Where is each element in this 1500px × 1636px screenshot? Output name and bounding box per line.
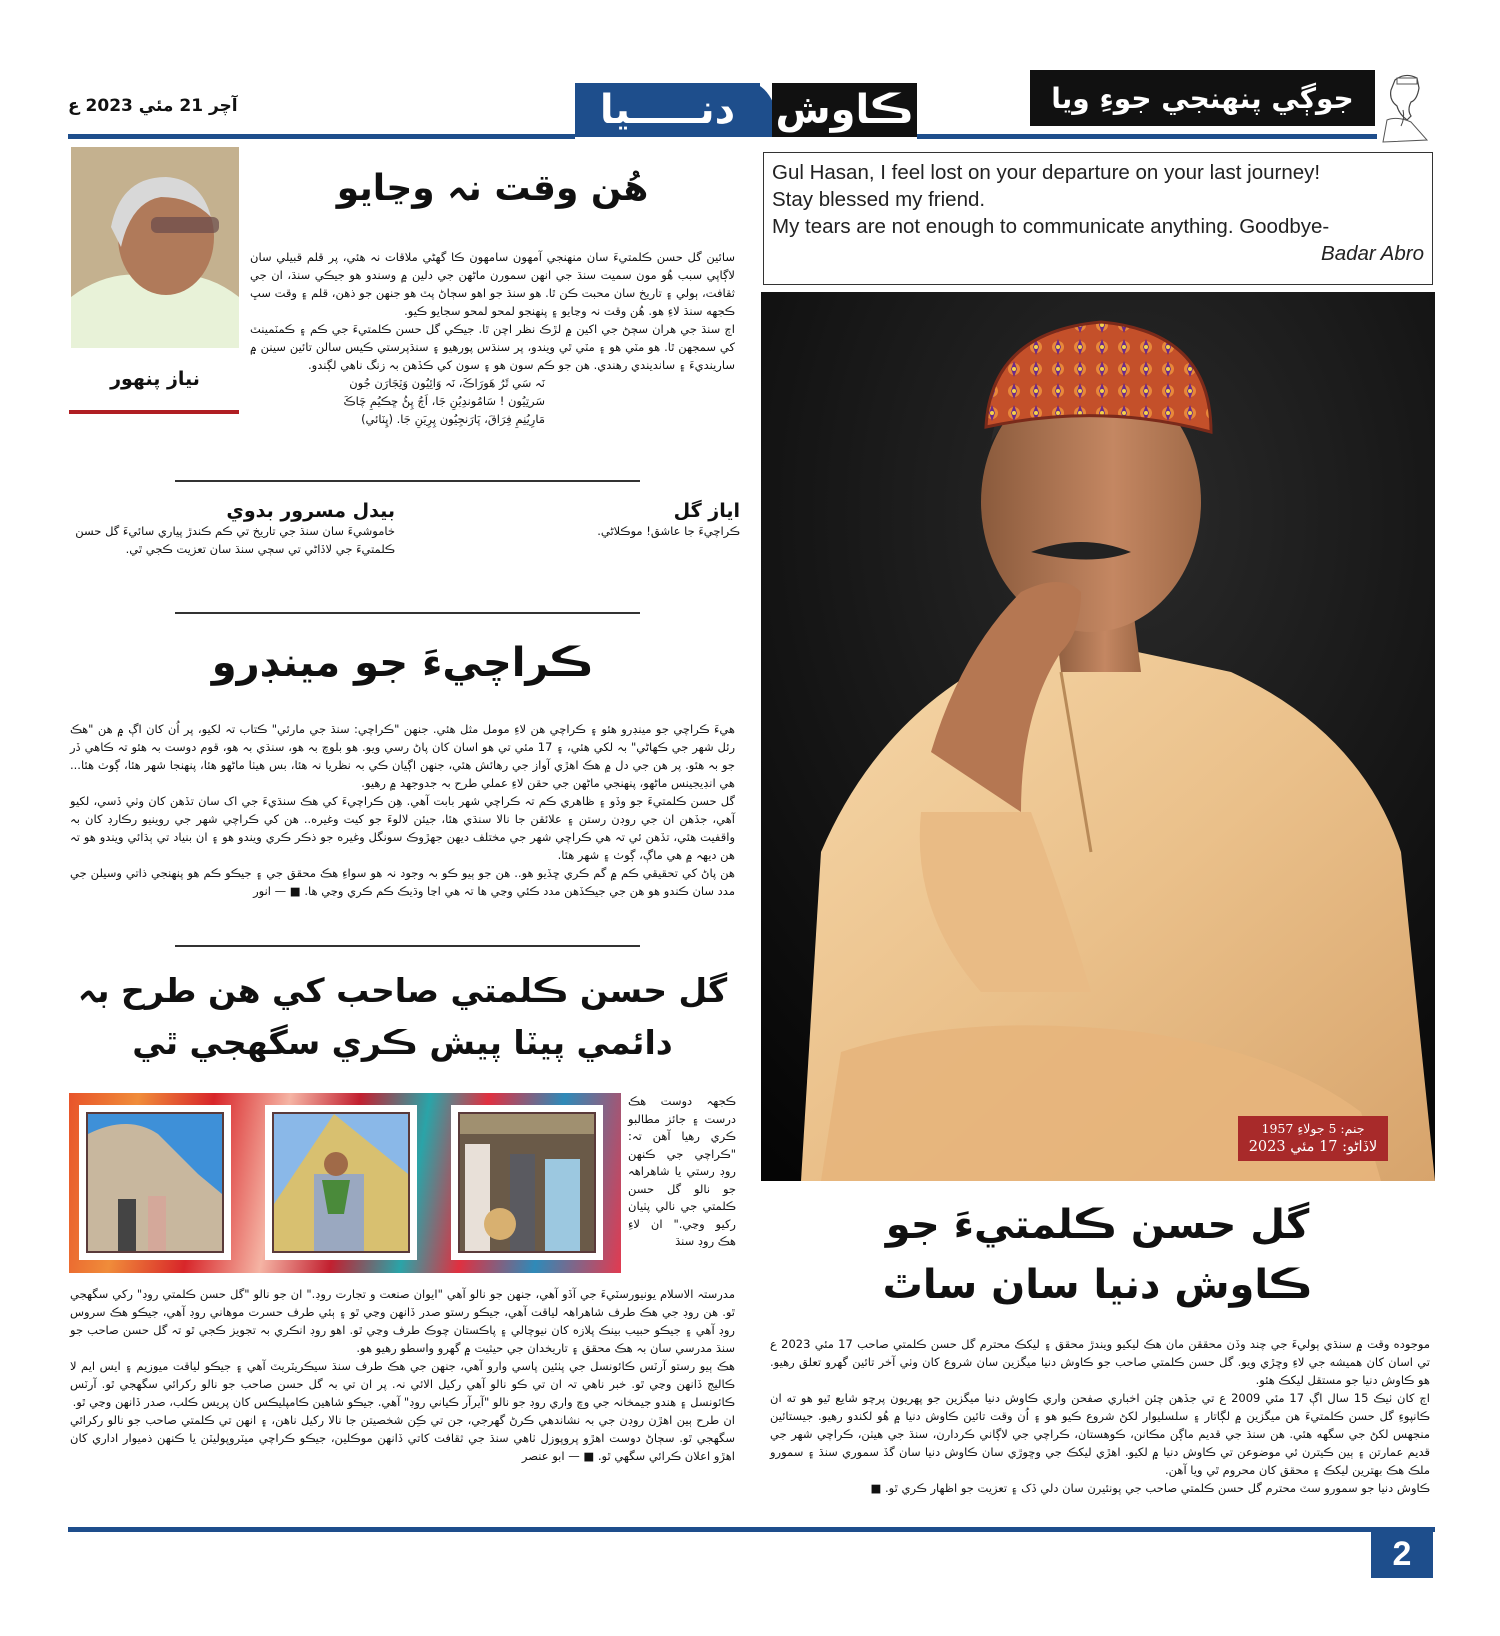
niaz-panhwar-photo: [71, 147, 239, 348]
niaz-headline: هُن وقت نہ وڃايو: [336, 168, 649, 209]
author-underline: [69, 410, 239, 414]
quote-line: My tears are not enough to communicate anything. Goodbye-: [772, 215, 1330, 238]
paragraph: ان طرح ٻين اهڙن روڊن جي بہ نشاندهي ڪرڻ گهرجي، جن تي ڪِن شخصيتن جا نالا رکيل ناهن، ۽ انهن تي ڪلمتي صاحب جو نالو رکرائي سگهجي ٿو. سڄاڻ دوست اهڙو پروپوزل ٺاهي سنڌ جي ثقافت کاتي ڏانهن موڪلين، جيڪو ڪراچي ميٽروپوليٽن يا ڪنهن ذميوار اداري کان اهڙو اعلان ڪرائي سگهي ٿو. ■ — ابو عنصر: [70, 1413, 735, 1463]
quote-line: Gul Hasan, I feel lost on your departure on your last journey!: [772, 161, 1321, 184]
main-headline-line: ڪاوش دنيا سان ساٿ: [882, 1262, 1313, 1308]
life-dates-badge: [1238, 1116, 1388, 1161]
section-title: جوڳي پنهنجي جوءِ ويا: [1030, 70, 1375, 126]
verse-line: سَرتِيُون ! سَامُوندِيُنِ جَا، اَڄُ پِڻُ ڇڪيُمِ چَاڪَ: [343, 394, 545, 408]
main-headline-line: گل حسن ڪلمتيءَ جو: [885, 1202, 1310, 1248]
quote-line: Stay blessed my friend.: [772, 188, 986, 211]
karachi-headline: ڪراچيءَ جو مينڊرو: [211, 640, 594, 686]
tribute-name: بيدل مسرور بدوي: [226, 500, 395, 522]
gallery-photo-3: [451, 1105, 603, 1260]
masthead-kawish: ڪاوش: [772, 83, 917, 137]
masthead-dunya: دنـــــيا: [575, 83, 760, 137]
main-headline: [770, 1195, 1425, 1315]
paragraph: ڪاوش دنيا جو سمورو سٽ محترم گل حسن ڪلمتي صاحب جي پونئيرن سان دلي ڏک ۽ تعزيت جو اظهار ڪري ٿو. ■: [870, 1481, 1430, 1495]
tribute-name: اياز گل: [673, 500, 740, 522]
paragraph: هڪ ٻيو رستو آرٽس ڪائونسل جي پٺئين پاسي وارو آهي، جنهن جي هڪ طرف سنڌ سيڪريٽريٽ آهي ۽ جيڪو لياقت ميوزيم ۽ ايس ايم لا ڪاليج ڏانهن وڃي ٿو. خبر ناهي تہ ان تي ڪو نالو آهي رکيل الائي نہ. پر ان تي بہ گل حسن صاحب جو نالو رکرائي سگهجي ٿو. آرٽس ڪائونسل ۽ هندو جيمخانہ جي وچ واري روڊ جو نالو "آيرآر ڪياني روڊ" آهي. جيڪو شاهين ڪامپليڪس کان پريس ڪلب، صدر ڏانهن وڃي ٿو.: [70, 1359, 735, 1409]
gallery-photo-1: [79, 1105, 231, 1260]
divider: [175, 612, 640, 614]
paragraph: اڄ سنڌ جي هران سڄڻ جي اکين ۾ لڙڪ نظر اچن ٿا. جيڪي گل حسن ڪلمتيءَ جي ڪم ۽ ڪمٽمينٽ کي سمجهن ٿا. هو مٽي هو ۽ مٽي ٿي ويندو، پر سنڌس پورهيو ۽ سنڌپرستي ڪيس سالن تائين سينن ۾ سارينديءَ ۽ سانديندي رهندي. هن جو ڪم سون هو ۽ سون کي ڪڏهن بہ زنگ ناهي لڳندو.: [250, 322, 735, 372]
divider: [175, 945, 640, 947]
header-rule-right: [917, 134, 1377, 139]
page-number: 2: [1371, 1530, 1433, 1578]
main-article-body: [770, 1335, 1430, 1497]
paragraph: اڄ کان ٺيڪ 15 سال اڳ 17 مئي 2009 ع تي جڏهن چئن اخباري صفحن واري ڪاوش دنيا ميگزين جو پهريون پرچو شايع ٿيو هو ته ان ڪانپوءِ گل حسن ڪلمتيءَ هن ميگزين ۾ لڳاتار ۽ سلسليوار لکڻ شروع ڪيو هو ۽ اُن وقت تائين ڪاوش دنيا ۾ هُو لکندو رهيو. جيستائين منجهس لکڻ جي سگهه هئي. هن سنڌ جي قديم ماڳن مڪانن، ڪوهستان، ڪراچي جي لاڳاني ڪردارن، سنڌ جي هيٺن، ڪراچي شهر جي قديم عمارتن ۽ ٻين ڪيترن ئي موضوعن تي ڪاوش دنيا ۾ لکيو. اهڙي ليکڪ جي وڇوڙي سان ڪاوش دنيا سان گڏ سموري سنڌ ۽ سمورو ملڪ هڪ بهترين ليکڪ ۽ محقق کان محروم ٿي ويا آهن.: [770, 1391, 1431, 1477]
roads-headline-line: دائمي پيٽا پيش ڪري سگهجي ٿي: [132, 1023, 673, 1062]
roads-headline-line: گل حسن ڪلمتي صاحب کي هن طرح بہ: [77, 971, 728, 1010]
paragraph: سائين گل حسن ڪلمتيءَ سان منهنجي آمهون سامهون ڪا گهڻي ملاقات نہ هئي، پر قلم قبيلي سان لاڳاپي سبب هُو مون سميت سنڌ جي انهن سمورن ماڻهن جي دلين ۾ وسندو هو جيڪي سنڌ، ان جي ثقافت، ٻولي ۽ تاريخ سان محبت ڪن ٿا. هو سنڌ جو اهو سڄاڻ پٽ هو جنهن جو ذهن، قلم ۽ وقت سڀ ڪجهه سنڌ لاءِ هو. هُن وقت نہ وڃايو ۽ پنهنجو لمحو لمحو سجايو ڪيو.: [250, 250, 735, 318]
paragraph: موجوده وقت ۾ سنڌي ٻوليءَ جي چند وڏن محققن مان هڪ ليکيو ويندڙ محقق ۽ ليکڪ محترم گل حسن ڪلمتي صاحب 17 مئي 2023 ع تي اسان کان هميشه جي لاءِ وڇڙي ويو. گل حسن ڪلمتي صاحب جو ڪاوش دنيا ميگزين سان شروع کان وٺي آخر تائين گهرو تعلق رهيو. هو ڪاوش دنيا جو مستقل ليکڪ هئو.: [770, 1337, 1430, 1387]
footer-rule: [68, 1527, 1435, 1532]
niaz-article-body: [250, 248, 735, 428]
photo-gallery: [69, 1093, 621, 1273]
gul-hasan-portrait: [761, 292, 1435, 1181]
divider: [175, 480, 640, 482]
paragraph: گل حسن ڪلمتيءَ جو وڏو ۽ ظاهري ڪم تہ ڪراچي شهر بابت آهي. هِن ڪراچيءَ کي هڪ سنڌيءَ جي اک سان تڏهن کان وٺي ڏسي، لکيو آهي، جڏهن ان جي روڊن رستن ۽ علائقن جا نالا سنڌي هئا، جيئن لالوءَ جو کيت وغيره.. هن کي ڪراچي شهر جي روينيو رڪارڊ کان بہ واقفيت هئي، تڏهن ئي تہ هي ڪراچي شهر جي مختلف ديهن جهڙوڪ سونگل وغيره جو ذڪر ڪري ويندو هو ۽ ان بنياد تي ٻڌائي ويندو هو تہ هن ديهہ ۾ هي ماڳ، ڳوٺ ۽ شهر هئا.: [70, 794, 735, 862]
tribute-bedil-masroor: [65, 500, 395, 558]
verse-block: [250, 374, 735, 428]
english-quote-box: [763, 152, 1433, 285]
paragraph: مدرستہ الاسلام يونيورسٽيءَ جي آڏو آهي، جنهن جو نالو آهي "ايوان صنعت و تجارت روڊ." ان جو نالو "گل حسن ڪلمتي روڊ" رکي سگهجي ٿو. هن روڊ جي هڪ طرف شاهراهہ لياقت آهي، جيڪو رستو صدر ڏانهن وڃي ٿو ۽ ٻئي طرف حسرت موهاني روڊ آهي، جيڪو هڪ سروس روڊ آهي ۽ جيڪو حبيب بينڪ پلازه کان نيوچالي ۽ پاڪستان چوڪ طرف وڃي ٿو. اهو روڊ انڪري بہ تجويز ڪجي ٿو تہ گل حسن صاحب جو سنڌ مدرسي سان بہ هڪ محقق ۽ تاريخدان جي حيثيت ۾ گهرو واسطو رهيو هو.: [70, 1287, 735, 1355]
karachi-article-body: [70, 720, 735, 900]
tribute-text: خاموشيءَ سان سنڌ جي تاريخ تي ڪم ڪندڙ پياري سائيءَ گل حسن ڪلمتيءَ جي لاڏاڻي تي سڄي سنڌ سان تعزيت ڪجي ٿي.: [75, 524, 395, 556]
tribute-ayaz-gul: [560, 500, 740, 540]
gallery-photo-2: [265, 1105, 417, 1260]
issue-date: آچر 21 مئي 2023 ع: [68, 96, 238, 116]
quote-author: Badar Abro: [1321, 242, 1424, 265]
verse-line: مَارِيُنِمِ فِرَاقَ، پَارَنجِيُون پِرِيَنِ جَا. (ڀِٽائي): [361, 412, 545, 426]
paragraph: هن پاڻ کي تحقيقي ڪم ۾ گم ڪري ڇڏيو هو.. هن جو ٻيو ڪو بہ وجود نہ هو سواءِ هڪ محقق جي ۽ جيڪو ڪم هو پنهنجي ذاتي وسيلن جي مدد سان ڪندو هو هن جي جيڪڏهن مدد ڪئي وڃي ها تہ هي اڃا وڌيڪ ڪم ڪري وڃي ها. ■ — انور: [70, 866, 735, 898]
roads-side-text: ڪجهہ دوست هڪ درست ۽ جائز مطالبو ڪري رهيا آهن تہ: "ڪراچي جي ڪنهن روڊ رستي يا شاهراهہ جو نالو گل حسن ڪلمتي جي نالي پٺيان رکيو وڃي." ان لاءِ هڪ روڊ سنڌ: [628, 1094, 736, 1248]
roads-article-body: [70, 1285, 735, 1465]
author-niaz-panhwar: نياز پنهور: [110, 368, 200, 390]
thinker-sketch-icon: [1377, 70, 1433, 146]
roads-headline: [70, 965, 735, 1069]
tribute-text: ڪراچيءَ جا عاشق! موڪلاڻي.: [597, 524, 740, 538]
paragraph: هيءَ ڪراچي جو مينڊرو هئو ۽ ڪراچي هن لاءِ مومل مثل هئي. جنهن "ڪراچي: سنڌ جي مارئي" ڪتاب تہ لکيو، پر اُن کان اڳ ۾ هن "هڪ رئل شهر جي ڪهاڻي" بہ لکي هئي، ۽ 17 مئي تي هو اسان کان پاڻ رسي ويو. هو بلوچ بہ هو، سنڌي بہ هو، قوم دوست بہ هئو تہ ڪاهي ڏر جو بہ هئو. پر هن جي دل ۾ هڪ اهڙي آواز جي رهائش هئي، جنهن اڳيان ڪي بہ نظريا نہ هئا، بس هيٺا ماڻهو هئا، پنهنجا شهر هئا، ڳوٺ هئا... هي انڊيجينس ماڻهو، پنهنجي ماڻهن جي حقن لاءِ عملي طرح بہ جدوجهد ۾ رهيو.: [70, 722, 735, 790]
verse-line: نَہ سَي ٿَرُ هَورَاڪَ، نَہ وَائِيُون وَٽِجَارَن جُون: [349, 376, 545, 390]
header-rule-left: [68, 134, 575, 139]
birth-date: جنم: 5 جولاءِ 1957: [1261, 1121, 1365, 1136]
death-date: لاڏاڻو: 17 مئي 2023: [1248, 1139, 1378, 1155]
